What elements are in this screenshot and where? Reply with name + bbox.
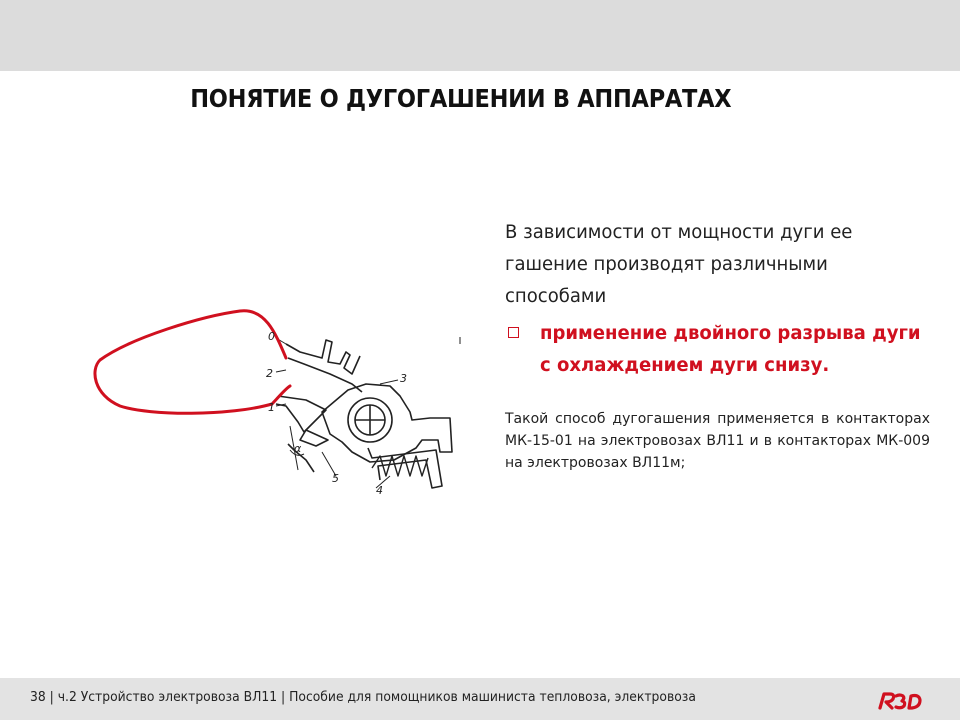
electric-arc bbox=[95, 311, 290, 414]
square-bullet-icon bbox=[508, 327, 519, 338]
label-4: 4 bbox=[376, 484, 383, 497]
label-5: 5 bbox=[332, 472, 339, 485]
label-3: 3 bbox=[400, 372, 407, 385]
label-alpha: α bbox=[294, 442, 302, 455]
top-band bbox=[0, 0, 960, 71]
rzd-logo-icon bbox=[876, 688, 924, 712]
footer-bar bbox=[0, 678, 960, 720]
label-0: 0 bbox=[268, 330, 275, 343]
note-text: Такой способ дугогашения применяется в контакторах МК-15-01 на электровозах ВЛ11 и в контакторах МК-009 на электровозах ВЛ11м; bbox=[505, 411, 930, 471]
fixed-contact-upper bbox=[286, 340, 360, 374]
text-column bbox=[505, 216, 930, 474]
bullet-text: применение двойного разрыва дуги с охлаждением дуги снизу. bbox=[540, 322, 921, 376]
moving-contact-arm bbox=[276, 396, 326, 432]
footer-text: 38 | ч.2 Устройство электровоза ВЛ11 | Пособие для помощников машиниста тепловоза, электровоза bbox=[30, 690, 696, 705]
slide-title: ПОНЯТИЕ О ДУГОГАШЕНИИ В АППАРАТАХ bbox=[190, 84, 732, 113]
arc-chute-lower bbox=[300, 430, 328, 446]
intro-text: В зависимости от мощности дуги ее гашение производят различными способами bbox=[505, 221, 853, 307]
contactor-arc-diagram bbox=[90, 300, 470, 510]
label-2: 2 bbox=[266, 367, 273, 380]
bullet-item bbox=[505, 317, 930, 381]
spring-housing bbox=[368, 448, 442, 488]
label-1: 1 bbox=[268, 401, 275, 414]
fixed-contact-upper-lower-edge bbox=[288, 358, 362, 392]
